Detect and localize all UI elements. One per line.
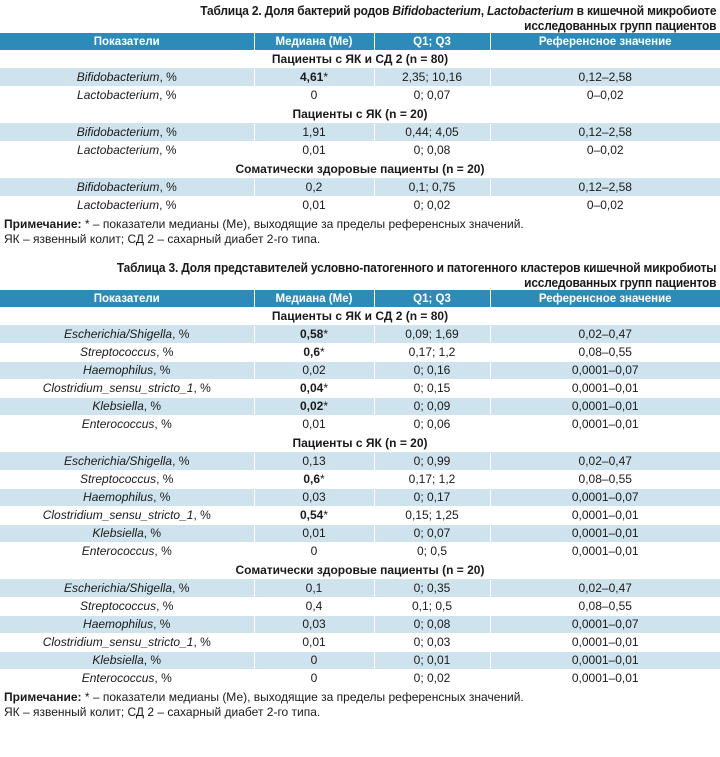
quartile-cell: 0; 0,99	[374, 453, 490, 471]
reference-cell: 0,0001–0,01	[490, 398, 720, 416]
quartile-cell: 0; 0,16	[374, 362, 490, 380]
significance-star: *	[323, 327, 329, 341]
unit-label: , %	[153, 490, 171, 504]
taxon-name: Klebsiella	[92, 653, 144, 667]
quartile-cell: 0; 0,17	[374, 489, 490, 507]
unit-label: , %	[154, 671, 172, 685]
table-row	[0, 124, 720, 142]
quartile-cell: 0,17; 1,2	[374, 344, 490, 362]
median-value: 0,03	[302, 617, 326, 631]
table-row	[0, 344, 720, 362]
significance-star: *	[320, 472, 325, 486]
quartile-cell: 0; 0,02	[374, 197, 490, 215]
taxon-name: Klebsiella	[92, 399, 144, 413]
table-row	[0, 398, 720, 416]
median-cell	[254, 197, 374, 215]
reference-cell: 0–0,02	[490, 87, 720, 105]
median-cell	[254, 489, 374, 507]
unit-label: , %	[193, 508, 211, 522]
median-cell	[254, 362, 374, 380]
caption-text: в кишечной микробиоте	[573, 3, 717, 18]
indicator-cell	[0, 580, 254, 598]
indicator-cell	[0, 471, 254, 489]
indicator-cell	[0, 124, 254, 142]
unit-label: , %	[154, 544, 172, 558]
reference-cell: 0,08–0,55	[490, 598, 720, 616]
reference-cell: 0,0001–0,01	[490, 416, 720, 434]
median-cell	[254, 670, 374, 688]
taxon-name: Klebsiella	[92, 526, 144, 540]
taxon-name: Enterococcus	[81, 544, 155, 558]
median-value: 0	[310, 653, 318, 667]
group-header-row	[0, 105, 720, 124]
median-cell	[254, 398, 374, 416]
median-value: 0	[310, 88, 318, 102]
median-value: 0,13	[302, 454, 326, 468]
table-row	[0, 489, 720, 507]
unit-label: , %	[143, 399, 162, 413]
indicator-cell	[0, 69, 254, 87]
median-cell	[254, 416, 374, 434]
median-cell	[254, 543, 374, 561]
table-header-row	[0, 290, 720, 307]
median-value: 0,01	[302, 143, 326, 157]
column-header: Показатели	[0, 290, 254, 307]
unit-label: , %	[156, 345, 174, 359]
reference-cell: 0,0001–0,07	[490, 362, 720, 380]
quartile-cell: 0; 0,07	[374, 87, 490, 105]
median-value: 0,04	[299, 381, 324, 395]
table-3-block	[0, 260, 720, 720]
column-header: Показатели	[0, 33, 254, 50]
quartile-cell: 0; 0,35	[374, 580, 490, 598]
quartile-cell: 0; 0,03	[374, 634, 490, 652]
median-cell	[254, 471, 374, 489]
median-value: 4,61	[299, 70, 324, 84]
column-header: Q1; Q3	[374, 290, 490, 307]
quartile-cell: 0,17; 1,2	[374, 471, 490, 489]
group-header-row	[0, 434, 720, 453]
table-3	[0, 290, 720, 688]
group-title: Пациенты с ЯК и СД 2 (n = 80)	[0, 307, 720, 326]
median-value: 0,6	[303, 345, 320, 359]
unit-label: , %	[153, 617, 171, 631]
reference-cell: 0,02–0,47	[490, 580, 720, 598]
taxon-name: Clostridium_sensu_stricto_1	[42, 508, 194, 522]
median-value: 0,54	[299, 508, 324, 522]
note-line-1	[4, 690, 716, 705]
table-row	[0, 598, 720, 616]
significance-star: *	[323, 381, 329, 395]
median-cell	[254, 179, 374, 197]
quartile-cell: 0,1; 0,75	[374, 179, 490, 197]
table-3-caption-line-1: Таблица 3. Доля представителей условно-патогенного и патогенного кластеров кишечной микробиоты	[116, 260, 717, 275]
indicator-cell	[0, 197, 254, 215]
median-cell	[254, 69, 374, 87]
unit-label: , %	[159, 143, 177, 157]
median-cell	[254, 616, 374, 634]
unit-label: , %	[172, 454, 190, 468]
median-cell	[254, 87, 374, 105]
unit-label: , %	[172, 581, 190, 595]
taxon-name: Streptococcus	[80, 599, 157, 613]
indicator-cell	[0, 525, 254, 543]
reference-cell: 0,08–0,55	[490, 471, 720, 489]
median-value: 0,58	[299, 327, 324, 341]
taxon-name: Streptococcus	[80, 472, 157, 486]
reference-cell: 0,0001–0,01	[490, 670, 720, 688]
reference-cell: 0,0001–0,01	[490, 652, 720, 670]
table-row	[0, 197, 720, 215]
table-3-note	[0, 688, 720, 720]
column-header: Медиана (Ме)	[254, 290, 374, 307]
group-title: Пациенты с ЯК (n = 20)	[0, 434, 720, 453]
unit-label: , %	[193, 381, 211, 395]
median-value: 0,01	[302, 417, 326, 431]
group-title: Пациенты с ЯК и СД 2 (n = 80)	[0, 50, 720, 69]
indicator-cell	[0, 362, 254, 380]
indicator-cell	[0, 179, 254, 197]
note-text: * – показатели медианы (Ме), выходящие за пределы референсных значений.	[81, 690, 524, 704]
unit-label: , %	[159, 88, 177, 102]
indicator-cell	[0, 326, 254, 344]
taxon-name: Streptococcus	[80, 345, 157, 359]
taxon-name: Escherichia/Shigella	[64, 327, 173, 341]
taxon-name: Haemophilus	[83, 490, 154, 504]
median-value: 0,6	[303, 472, 320, 486]
note-line-2: ЯК – язвенный колит; СД 2 – сахарный диабет 2-го типа.	[4, 232, 321, 246]
quartile-cell: 0; 0,08	[374, 142, 490, 160]
note-text: * – показатели медианы (Ме), выходящие за пределы референсных значений.	[81, 217, 524, 231]
caption-genus: Bifidobacterium	[392, 3, 481, 18]
table-row	[0, 652, 720, 670]
median-value: 0,4	[305, 599, 323, 613]
taxon-name: Bifidobacterium	[76, 180, 160, 194]
column-header: Q1; Q3	[374, 33, 490, 50]
quartile-cell: 2,35; 10,16	[374, 69, 490, 87]
table-row	[0, 580, 720, 598]
indicator-cell	[0, 398, 254, 416]
indicator-cell	[0, 543, 254, 561]
significance-star: *	[320, 345, 325, 359]
indicator-cell	[0, 634, 254, 652]
unit-label: , %	[193, 635, 211, 649]
median-cell	[254, 344, 374, 362]
quartile-cell: 0; 0,02	[374, 670, 490, 688]
reference-cell: 0,12–2,58	[490, 69, 720, 87]
table-2-block	[0, 0, 720, 247]
quartile-cell: 0,09; 1,69	[374, 326, 490, 344]
indicator-cell	[0, 344, 254, 362]
median-cell	[254, 634, 374, 652]
reference-cell: 0–0,02	[490, 197, 720, 215]
taxon-name: Enterococcus	[81, 417, 155, 431]
table-3-caption	[58, 260, 720, 290]
table-2-caption	[58, 0, 720, 33]
group-header-row	[0, 160, 720, 179]
table-2-caption-line-2: исследованных групп пациентов	[524, 18, 717, 33]
median-value: 0,01	[302, 526, 326, 540]
reference-cell: 0,0001–0,07	[490, 489, 720, 507]
quartile-cell: 0; 0,15	[374, 380, 490, 398]
significance-star: *	[323, 399, 329, 413]
indicator-cell	[0, 416, 254, 434]
note-label: Примечание:	[4, 217, 82, 231]
unit-label: , %	[153, 363, 171, 377]
median-value: 0,2	[305, 180, 323, 194]
median-value: 0	[310, 671, 318, 685]
table-2-caption-line-1	[113, 3, 717, 18]
unit-label: , %	[159, 180, 177, 194]
unit-label: , %	[159, 198, 177, 212]
unit-label: , %	[143, 526, 162, 540]
unit-label: , %	[156, 472, 174, 486]
median-value: 1,91	[302, 125, 326, 139]
indicator-cell	[0, 453, 254, 471]
reference-cell: 0,08–0,55	[490, 344, 720, 362]
median-cell	[254, 124, 374, 142]
table-row	[0, 326, 720, 344]
note-line-1	[4, 217, 716, 232]
unit-label: , %	[156, 599, 174, 613]
table-row	[0, 543, 720, 561]
taxon-name: Clostridium_sensu_stricto_1	[42, 635, 194, 649]
column-header: Медиана (Ме)	[254, 33, 374, 50]
reference-cell: 0,0001–0,01	[490, 507, 720, 525]
significance-star: *	[323, 508, 329, 522]
unit-label: , %	[159, 70, 177, 84]
median-cell	[254, 580, 374, 598]
note-line-2: ЯК – язвенный колит; СД 2 – сахарный диабет 2-го типа.	[4, 705, 321, 719]
group-title: Пациенты с ЯК (n = 20)	[0, 105, 720, 124]
column-header: Референсное значение	[490, 290, 720, 307]
quartile-cell: 0; 0,07	[374, 525, 490, 543]
taxon-name: Lactobacterium	[77, 143, 160, 157]
table-row	[0, 87, 720, 105]
table-row	[0, 416, 720, 434]
table-row	[0, 616, 720, 634]
quartile-cell: 0; 0,06	[374, 416, 490, 434]
table-row	[0, 634, 720, 652]
table-header-row	[0, 33, 720, 50]
median-cell	[254, 652, 374, 670]
reference-cell: 0,02–0,47	[490, 326, 720, 344]
median-cell	[254, 326, 374, 344]
caption-text: ,	[480, 3, 488, 18]
indicator-cell	[0, 652, 254, 670]
table-2-note	[0, 215, 720, 247]
table-row	[0, 69, 720, 87]
indicator-cell	[0, 507, 254, 525]
group-header-row	[0, 307, 720, 326]
indicator-cell	[0, 489, 254, 507]
indicator-cell	[0, 142, 254, 160]
unit-label: , %	[159, 125, 177, 139]
table-row	[0, 507, 720, 525]
indicator-cell	[0, 380, 254, 398]
column-header: Референсное значение	[490, 33, 720, 50]
indicator-cell	[0, 670, 254, 688]
taxon-name: Lactobacterium	[77, 198, 160, 212]
table-row	[0, 471, 720, 489]
taxon-name: Enterococcus	[81, 671, 155, 685]
group-header-row	[0, 561, 720, 580]
group-title: Соматически здоровые пациенты (n = 20)	[0, 160, 720, 179]
table-row	[0, 670, 720, 688]
table-row	[0, 453, 720, 471]
reference-cell: 0,0001–0,07	[490, 616, 720, 634]
quartile-cell: 0,1; 0,5	[374, 598, 490, 616]
caption-text: Таблица 2. Доля бактерий родов	[200, 3, 393, 18]
median-value: 0,1	[305, 581, 323, 595]
table-2	[0, 33, 720, 215]
quartile-cell: 0; 0,08	[374, 616, 490, 634]
table-3-caption-line-2: исследованных групп пациентов	[524, 275, 717, 290]
quartile-cell: 0; 0,09	[374, 398, 490, 416]
quartile-cell: 0,44; 4,05	[374, 124, 490, 142]
reference-cell: 0,12–2,58	[490, 124, 720, 142]
median-value: 0	[310, 544, 318, 558]
taxon-name: Escherichia/Shigella	[64, 581, 173, 595]
taxon-name: Lactobacterium	[77, 88, 160, 102]
reference-cell: 0,0001–0,01	[490, 634, 720, 652]
reference-cell: 0–0,02	[490, 142, 720, 160]
median-cell	[254, 507, 374, 525]
significance-star: *	[323, 70, 329, 84]
median-cell	[254, 380, 374, 398]
median-value: 0,02	[299, 399, 324, 413]
unit-label: , %	[172, 327, 190, 341]
taxon-name: Haemophilus	[83, 617, 154, 631]
median-cell	[254, 453, 374, 471]
table-row	[0, 362, 720, 380]
unit-label: , %	[154, 417, 172, 431]
table-row	[0, 142, 720, 160]
quartile-cell: 0,15; 1,25	[374, 507, 490, 525]
taxon-name: Bifidobacterium	[76, 125, 160, 139]
group-title: Соматически здоровые пациенты (n = 20)	[0, 561, 720, 580]
reference-cell: 0,0001–0,01	[490, 543, 720, 561]
median-value: 0,01	[302, 635, 326, 649]
median-cell	[254, 525, 374, 543]
reference-cell: 0,02–0,47	[490, 453, 720, 471]
taxon-name: Clostridium_sensu_stricto_1	[42, 381, 194, 395]
indicator-cell	[0, 616, 254, 634]
reference-cell: 0,0001–0,01	[490, 525, 720, 543]
group-header-row	[0, 50, 720, 69]
table-row	[0, 380, 720, 398]
indicator-cell	[0, 87, 254, 105]
indicator-cell	[0, 598, 254, 616]
median-cell	[254, 598, 374, 616]
reference-cell: 0,0001–0,01	[490, 380, 720, 398]
median-value: 0,02	[302, 363, 326, 377]
table-row	[0, 179, 720, 197]
quartile-cell: 0; 0,5	[374, 543, 490, 561]
table-row	[0, 525, 720, 543]
unit-label: , %	[143, 653, 162, 667]
median-cell	[254, 142, 374, 160]
taxon-name: Haemophilus	[83, 363, 154, 377]
median-value: 0,01	[302, 198, 326, 212]
quartile-cell: 0; 0,01	[374, 652, 490, 670]
taxon-name: Escherichia/Shigella	[64, 454, 173, 468]
caption-genus: Lactobacterium	[487, 3, 574, 18]
note-label: Примечание:	[4, 690, 82, 704]
taxon-name: Bifidobacterium	[76, 70, 160, 84]
reference-cell: 0,12–2,58	[490, 179, 720, 197]
median-value: 0,03	[302, 490, 326, 504]
